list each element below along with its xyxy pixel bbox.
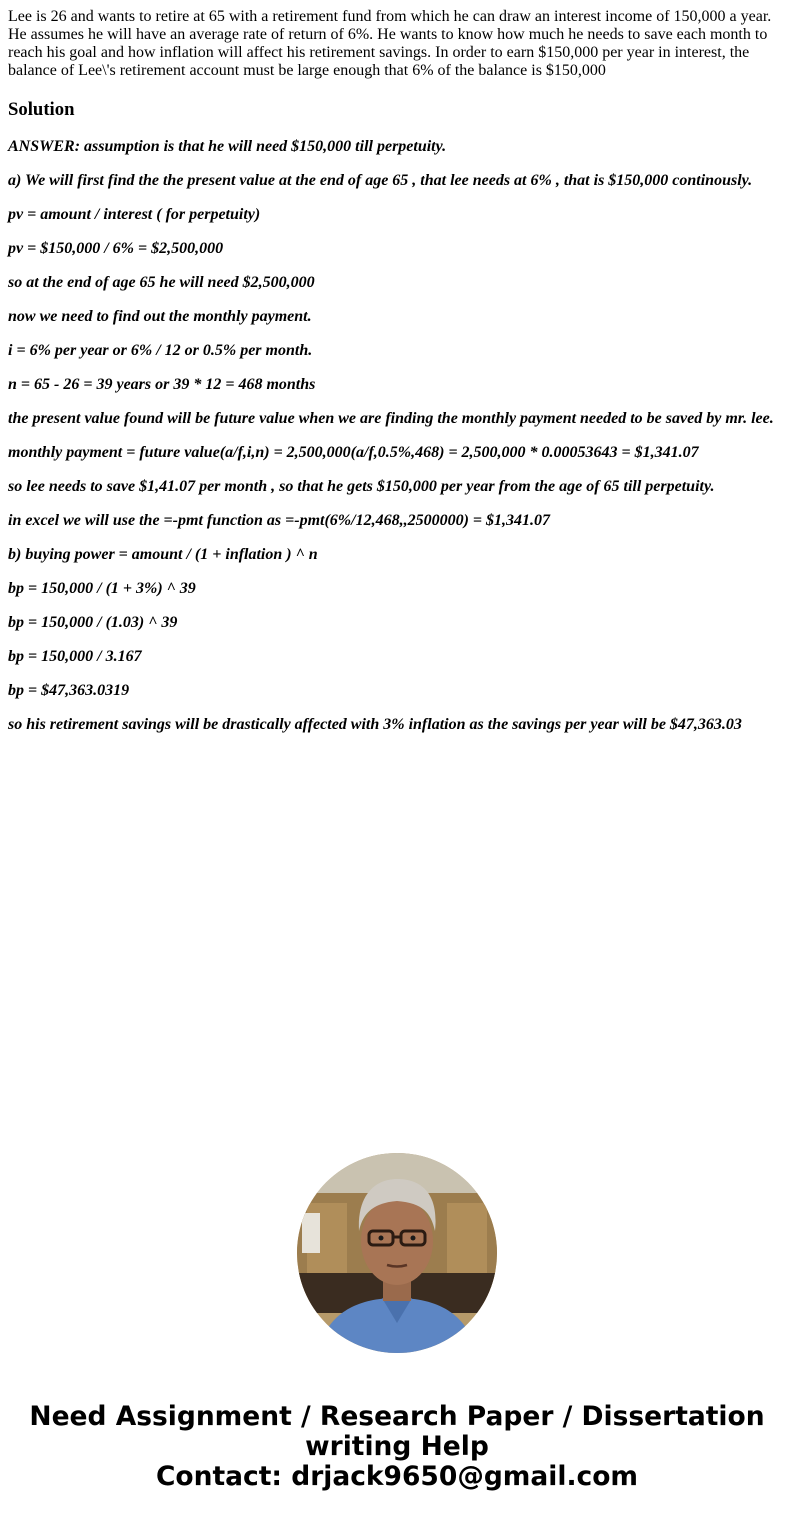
solution-line-conclusion: so his retirement savings will be drastically affected with 3% inflation as the savings per year will be $47,363.03 [8,716,742,733]
solution-body [8,138,792,750]
solution-line: bp = $47,363.0319 [8,682,130,699]
solution-line: bp = 150,000 / 3.167 [8,648,142,665]
contact-banner [0,1402,794,1492]
solution-line-part-b: b) buying power = amount / (1 + inflation ) ^ n [8,546,318,563]
question-text: Lee is 26 and wants to retire at 65 with a retirement fund from which he can draw an interest income of 150,000 a year. He assumes he will have an average rate of return of 6%. He wants to know how much he needs to save each month to reach his goal and how inflation will affect his retirement savings. In order to earn $150,000 per year in interest, the balance of Lee\'s retirement account must be large enough that 6% of the balance is $150,000 [8,8,772,79]
solution-line: now we need to find out the monthly payment. [8,308,312,325]
solution-line: the present value found will be future value when we are finding the monthly payment needed to be saved by mr. lee. [8,410,774,427]
solution-line: in excel we will use the =-pmt function as =-pmt(6%/12,468,,2500000) = $1,341.07 [8,512,551,529]
solution-line: bp = 150,000 / (1.03) ^ 39 [8,614,178,631]
solution-line-assumption: ANSWER: assumption is that he will need $150,000 till perpetuity. [8,138,447,155]
person-photo-icon [297,1153,497,1353]
solution-line: pv = amount / interest ( for perpetuity) [8,206,261,223]
solution-line: so lee needs to save $1,41.07 per month , so that he gets $150,000 per year from the age of 65 till perpetuity. [8,478,715,495]
cta-subline: writing Help [305,1431,489,1462]
solution-line: monthly payment = future value(a/f,i,n) = 2,500,000(a/f,0.5%,468) = 2,500,000 * 0.00053643 = $1,341.07 [8,444,699,461]
solution-line: i = 6% per year or 6% / 12 or 0.5% per month. [8,342,313,359]
solution-line: n = 65 - 26 = 39 years or 39 * 12 = 468 months [8,376,316,393]
contact-email: Contact: drjack9650@gmail.com [155,1461,639,1492]
solution-line: bp = 150,000 / (1 + 3%) ^ 39 [8,580,196,597]
solution-line: so at the end of age 65 he will need $2,500,000 [8,274,315,291]
solution-line: pv = $150,000 / 6% = $2,500,000 [8,240,224,257]
solution-line-part-a: a) We will first find the the present value at the end of age 65 , that lee needs at 6% , that is $150,000 continously. [8,172,753,189]
solution-heading: Solution [8,99,75,120]
cta-headline: Need Assignment / Research Paper / Dissertation [29,1401,765,1432]
tutor-avatar [297,1153,497,1353]
